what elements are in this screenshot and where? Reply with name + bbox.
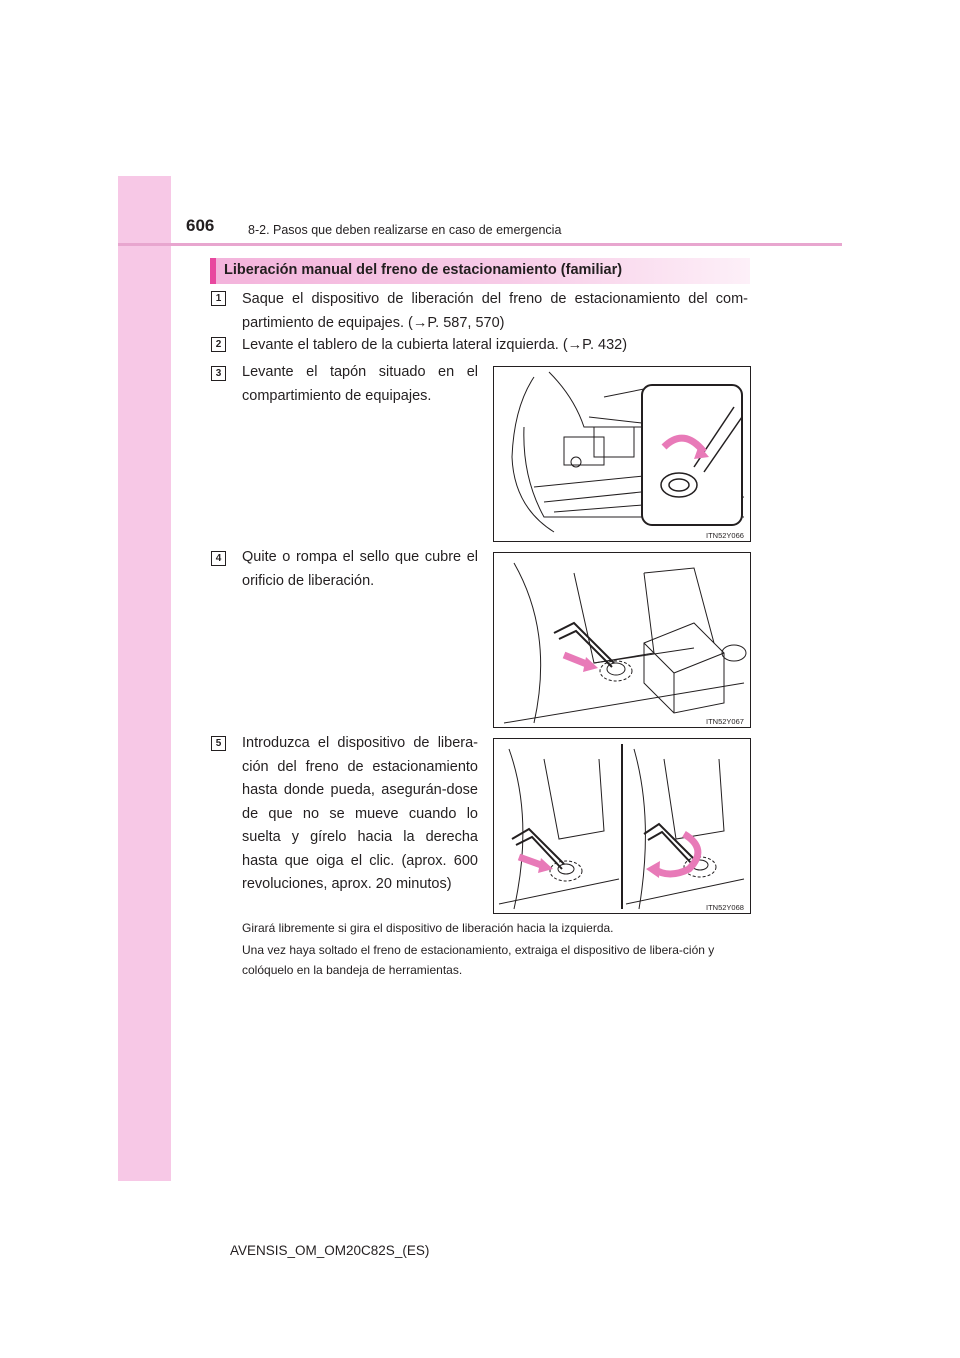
section-title: Liberación manual del freno de estacionamiento (familiar): [224, 262, 623, 278]
step-number-2: 2: [211, 337, 226, 352]
step-text-3: Levante el tapón situado en el compartimiento de equipajes.: [242, 364, 478, 404]
step-number-1: 1: [211, 291, 226, 306]
step-text-4: Quite o rompa el sello que cubre el orificio de liberación.: [242, 549, 478, 589]
page-number: 606: [186, 216, 215, 235]
release-hole-illustration: [494, 553, 750, 727]
figure-trunk-cap: [493, 366, 751, 542]
chapter-title: 8-2. Pasos que deben realizarse en caso de emergencia: [248, 223, 562, 237]
step-text-5: Introduzca el dispositivo de libera-ción del freno de estacionamiento hasta donde pueda, asegurán-dose de que no se mueve cuando lo suelta y gírelo hacia la derecha hasta que oiga el clic. (aprox. 600 revoluciones, aprox. 20 minutos): [242, 735, 478, 892]
step-number-4: 4: [211, 551, 226, 566]
figure-insert-turn: [493, 738, 751, 914]
note-2: Una vez haya soltado el freno de estacionamiento, extraiga el dispositivo de libera-ción y colóquelo en la bandeja de herramientas.: [242, 943, 715, 977]
footer-doc-id: AVENSIS_OM_OM20C82S_(ES): [230, 1243, 430, 1258]
figure-code-3: ITN52Y068: [706, 903, 744, 912]
side-tab: [118, 176, 171, 1181]
figure-release-hole: [493, 552, 751, 728]
insert-turn-illustration: [494, 739, 750, 913]
step-number-3: 3: [211, 366, 226, 381]
figure-code-1: ITN52Y066: [706, 531, 744, 540]
figure-code-2: ITN52Y067: [706, 717, 744, 726]
section-banner-accent: [210, 258, 216, 284]
header-rule: [118, 243, 842, 246]
step-number-5: 5: [211, 736, 226, 751]
note-1: Girará libremente si gira el dispositivo de liberación hacia la izquierda.: [242, 921, 614, 935]
trunk-cap-illustration: [494, 367, 750, 541]
step-text-2: Levante el tablero de la cubierta lateral izquierda. (→P. 432): [242, 337, 628, 353]
step-text-1: Saque el dispositivo de liberación del freno de estacionamiento del com-partimiento de equipajes. (→P. 587, 570): [242, 291, 748, 331]
